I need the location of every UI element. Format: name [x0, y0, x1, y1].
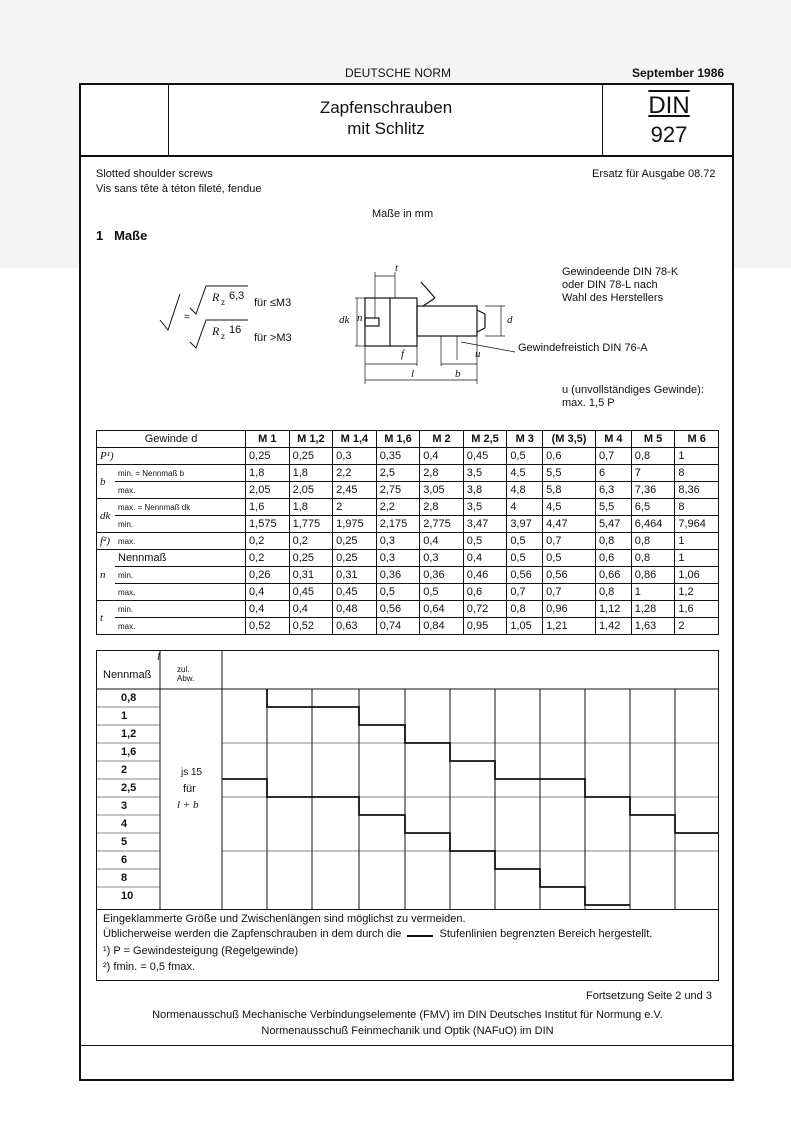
cell: 0,3	[376, 533, 420, 550]
row-sublabel: max.	[115, 618, 246, 635]
row-sublabel: max. = Nennmaß dk	[115, 499, 246, 516]
cell: 0,45	[463, 448, 507, 465]
thread-end-note-3: Wahl des Herstellers	[562, 292, 664, 304]
cell: 0,8	[631, 533, 675, 550]
roughness-equals: =	[184, 312, 190, 323]
table-row	[97, 550, 719, 567]
cell: 3,8	[463, 482, 507, 499]
row-sublabel: min.	[115, 567, 246, 584]
cell: 0,72	[463, 601, 507, 618]
units-note: Maße in mm	[372, 208, 434, 220]
cell: 0,5	[543, 550, 596, 567]
dim-t: t	[395, 262, 399, 274]
cell: 1,21	[543, 618, 596, 635]
size-header: M 4	[595, 431, 631, 448]
length-value: 2	[121, 764, 128, 776]
cell: 0,36	[420, 567, 464, 584]
row-label: dk	[97, 499, 116, 533]
cell: 0,5	[507, 550, 543, 567]
cell: 2,775	[420, 516, 464, 533]
cell: 2,2	[333, 465, 377, 482]
cell: 0,7	[595, 448, 631, 465]
cell: 0,8	[595, 533, 631, 550]
cell: 0,74	[376, 618, 420, 635]
footnote-2: ²) fmin. = 0,5 fmax.	[103, 961, 195, 973]
length-value: 5	[121, 836, 128, 848]
cell: 0,4	[463, 550, 507, 567]
cell: 0,5	[376, 584, 420, 601]
size-header: M 3	[507, 431, 543, 448]
cell: 2,05	[289, 482, 333, 499]
cell: 4,8	[507, 482, 543, 499]
tolerance-1: js 15	[181, 767, 203, 778]
step-line-symbol	[407, 935, 433, 937]
issue-date: September 1986	[632, 66, 725, 80]
cell: 0,96	[543, 601, 596, 618]
cell: 2,175	[376, 516, 420, 533]
table-row	[97, 448, 719, 465]
u-note-1: u (unvollständiges Gewinde):	[562, 384, 704, 396]
cell: 1,6	[675, 601, 719, 618]
roughness-spec	[158, 284, 318, 354]
cell: 0,3	[333, 448, 377, 465]
title-line-1: Zapfenschrauben	[319, 98, 453, 117]
cell: 0,2	[246, 533, 290, 550]
cell: 0,36	[376, 567, 420, 584]
roughness-2-sub: z	[221, 332, 225, 341]
cell: 0,25	[246, 448, 290, 465]
table-header-row	[97, 431, 719, 448]
cell: 2,8	[420, 499, 464, 516]
cell: 0,6	[463, 584, 507, 601]
l-abw-header-1: zul.	[177, 665, 190, 674]
size-header: M 6	[675, 431, 719, 448]
cell: 8,36	[675, 482, 719, 499]
cell: 0,4	[289, 601, 333, 618]
roughness-1-value: 6,3	[229, 290, 245, 302]
cell: 0,8	[631, 550, 675, 567]
size-header: M 1,4	[333, 431, 377, 448]
cell: 3,97	[507, 516, 543, 533]
cell: 0,52	[246, 618, 290, 635]
cell: 2,5	[376, 465, 420, 482]
table-row	[97, 482, 719, 499]
cell: 3,5	[463, 499, 507, 516]
cell: 0,8	[631, 448, 675, 465]
cell: 0,63	[333, 618, 377, 635]
cell: 1,6	[246, 499, 290, 516]
cell: 0,7	[543, 584, 596, 601]
notes-box	[96, 909, 719, 981]
row-sublabel: max.	[115, 482, 246, 499]
length-value: 1,6	[121, 746, 137, 758]
cell: 0,7	[507, 584, 543, 601]
length-value: 0,8	[121, 692, 137, 704]
table-row	[97, 516, 719, 533]
table-row	[97, 567, 719, 584]
u-note-2: max. 1,5 P	[562, 397, 615, 409]
cell: 7,964	[675, 516, 719, 533]
l-symbol: l	[157, 651, 161, 663]
dim-f: f	[401, 348, 405, 360]
cell: 0,2	[289, 533, 333, 550]
replacement-note: Ersatz für Ausgabe 08.72	[592, 168, 716, 180]
cell: 2,05	[246, 482, 290, 499]
row-label: P¹)	[97, 448, 246, 465]
size-header: M 1,6	[376, 431, 420, 448]
cell: 1,8	[246, 465, 290, 482]
dim-d: d	[507, 314, 513, 326]
cell: 1,28	[631, 601, 675, 618]
cell: 0,4	[420, 448, 464, 465]
cell: 3,47	[463, 516, 507, 533]
cell: 5,5	[595, 499, 631, 516]
roughness-2-symbol: R	[212, 324, 220, 338]
cell: 0,48	[333, 601, 377, 618]
length-value: 2,5	[121, 782, 137, 794]
dim-b: b	[455, 368, 461, 380]
cell: 6,5	[631, 499, 675, 516]
cell: 0,4	[246, 601, 290, 618]
cell: 0,25	[289, 448, 333, 465]
cell: 6,3	[595, 482, 631, 499]
continuation-note: Fortsetzung Seite 2 und 3	[586, 990, 712, 1002]
length-table-grid	[97, 651, 718, 909]
note-1: Eingeklammerte Größe und Zwischenlängen sind möglichst zu vermeiden.	[103, 913, 466, 925]
section-title: Maße	[114, 228, 148, 243]
roughness-1-symbol: R	[212, 290, 220, 304]
cell: 4,5	[507, 465, 543, 482]
din-number: 927	[650, 122, 688, 147]
roughness-1-condition: für ≤M3	[254, 297, 292, 309]
cell: 4,47	[543, 516, 596, 533]
size-header: (M 3,5)	[543, 431, 596, 448]
footnote-1: ¹) P = Gewindesteigung (Regelgewinde)	[103, 945, 299, 957]
cell: 0,5	[507, 448, 543, 465]
header-divider-right	[602, 85, 603, 155]
table-row	[97, 499, 719, 516]
row-sublabel: min.	[115, 601, 246, 618]
length-value: 8	[121, 872, 128, 884]
cell: 3,5	[463, 465, 507, 482]
cell: 0,26	[246, 567, 290, 584]
french-title: Vis sans tête à téton fileté, fendue	[96, 183, 262, 195]
table-row	[97, 618, 719, 635]
screw-drawing	[335, 262, 535, 387]
cell: 5,5	[543, 465, 596, 482]
length-value: 3	[121, 800, 128, 812]
l-nennmass-header: Nennmaß	[103, 669, 152, 681]
size-header: M 5	[631, 431, 675, 448]
english-title: Slotted shoulder screws	[96, 168, 213, 180]
row-sublabel: max.	[115, 584, 246, 601]
u-note	[562, 384, 704, 410]
cell: 2	[675, 618, 719, 635]
cell: 0,4	[420, 533, 464, 550]
length-value: 6	[121, 854, 128, 866]
cell: 7,36	[631, 482, 675, 499]
cell: 0,56	[507, 567, 543, 584]
cell: 3,05	[420, 482, 464, 499]
cell: 0,66	[595, 567, 631, 584]
cell: 0,3	[420, 550, 464, 567]
cell: 0,5	[420, 584, 464, 601]
cell: 0,5	[463, 533, 507, 550]
cell: 0,31	[333, 567, 377, 584]
cell: 1	[631, 584, 675, 601]
roughness-1-sub: z	[221, 298, 225, 307]
cell: 0,31	[289, 567, 333, 584]
screw-outline-icon	[335, 262, 535, 387]
cell: 0,25	[289, 550, 333, 567]
cell: 1,8	[289, 499, 333, 516]
section-heading	[96, 228, 147, 243]
cell: 6,464	[631, 516, 675, 533]
dimensions-table	[96, 430, 719, 635]
note-2-b: Stufenlinien begrenzten Bereich hergestellt.	[439, 928, 653, 940]
section-number: 1	[96, 228, 104, 243]
cell: 0,35	[376, 448, 420, 465]
cell: 5,47	[595, 516, 631, 533]
din-label: DIN	[648, 92, 690, 119]
committee-1: Normenausschuß Mechanische Verbindungselemente (FMV) im DIN Deutsches Institut für Normung e.V.	[152, 1009, 663, 1021]
cell: 1,12	[595, 601, 631, 618]
size-header: M 2	[420, 431, 464, 448]
row-label: n	[97, 550, 116, 601]
title-line-2: mit Schlitz	[347, 119, 425, 138]
cell: 1,42	[595, 618, 631, 635]
dim-l: l	[411, 368, 415, 380]
cell: 1	[675, 550, 719, 567]
length-value: 4	[121, 818, 128, 830]
dim-u: u	[475, 348, 481, 360]
cell: 0,52	[289, 618, 333, 635]
tolerance-2: für	[183, 783, 196, 795]
cell: 7	[631, 465, 675, 482]
cell: 8	[675, 465, 719, 482]
row-sublabel: min.	[115, 516, 246, 533]
cell: 5,8	[543, 482, 596, 499]
cell: 1	[675, 533, 719, 550]
cell: 4,5	[543, 499, 596, 516]
cell: 0,3	[376, 550, 420, 567]
roughness-2-condition: für >M3	[254, 332, 292, 344]
cell: 0,25	[333, 533, 377, 550]
cell: 0,6	[543, 448, 596, 465]
note-2-a: Üblicherweise werden die Zapfenschrauben in dem durch die	[103, 928, 402, 940]
size-header: M 2,5	[463, 431, 507, 448]
table-row	[97, 465, 719, 482]
committee-2: Normenausschuß Feinmechanik und Optik (NAFuO) im DIN	[261, 1025, 554, 1037]
cell: 0,8	[595, 584, 631, 601]
cell: 2	[333, 499, 377, 516]
size-header: M 1	[246, 431, 290, 448]
cell: 2,75	[376, 482, 420, 499]
row-sublabel: max.	[115, 533, 246, 550]
cell: 2,2	[376, 499, 420, 516]
cell: 0,84	[420, 618, 464, 635]
length-value: 1	[121, 710, 128, 722]
cell: 1,05	[507, 618, 543, 635]
cell: 0,64	[420, 601, 464, 618]
cell: 0,86	[631, 567, 675, 584]
undercut-label: Gewindefreistich DIN 76-A	[518, 342, 648, 354]
cell: 1,63	[631, 618, 675, 635]
cell: 0,95	[463, 618, 507, 635]
cell: 0,5	[507, 533, 543, 550]
cell: 1	[675, 448, 719, 465]
cell: 2,8	[420, 465, 464, 482]
roughness-2-value: 16	[229, 324, 242, 336]
header-divider-left	[168, 85, 169, 155]
thread-end-note-1: Gewindeende DIN 78-K	[562, 266, 679, 278]
length-table	[96, 650, 719, 910]
cell: 6	[595, 465, 631, 482]
cell: 0,56	[543, 567, 596, 584]
cell: 0,6	[595, 550, 631, 567]
thread-end-note-2: oder DIN 78-L nach	[562, 279, 658, 291]
header-bottom-rule	[79, 155, 734, 157]
row-label: t	[97, 601, 116, 635]
table-row	[97, 533, 719, 550]
cell: 1,06	[675, 567, 719, 584]
cell: 4	[507, 499, 543, 516]
cell: 0,2	[246, 550, 290, 567]
length-value: 10	[121, 890, 134, 902]
row-sublabel: Nennmaß	[115, 550, 246, 567]
l-abw-header-2: Abw.	[177, 674, 195, 683]
footer-rule	[80, 1045, 733, 1046]
dim-dk: dk	[339, 314, 350, 326]
cell: 0,7	[543, 533, 596, 550]
cell: 2,45	[333, 482, 377, 499]
row-sublabel: min. = Nennmaß b	[115, 465, 246, 482]
cell: 1,575	[246, 516, 290, 533]
cell: 8	[675, 499, 719, 516]
dim-n: n	[357, 312, 363, 324]
table-row	[97, 601, 719, 618]
cell: 1,8	[289, 465, 333, 482]
row-label: f²)	[97, 533, 116, 550]
cell: 0,25	[333, 550, 377, 567]
cell: 0,4	[246, 584, 290, 601]
row-label: b	[97, 465, 116, 499]
cell: 0,45	[333, 584, 377, 601]
cell: 1,2	[675, 584, 719, 601]
cell: 0,8	[507, 601, 543, 618]
norm-type: DEUTSCHE NORM	[345, 66, 452, 80]
cell: 0,45	[289, 584, 333, 601]
table-row	[97, 584, 719, 601]
thread-end-note	[562, 266, 678, 305]
cell: 0,46	[463, 567, 507, 584]
tolerance-3: l + b	[177, 799, 199, 811]
cell: 1,775	[289, 516, 333, 533]
size-header: M 1,2	[289, 431, 333, 448]
length-value: 1,2	[121, 728, 137, 740]
cell: 1,975	[333, 516, 377, 533]
cell: 0,56	[376, 601, 420, 618]
column-header-thread: Gewinde d	[97, 431, 246, 448]
